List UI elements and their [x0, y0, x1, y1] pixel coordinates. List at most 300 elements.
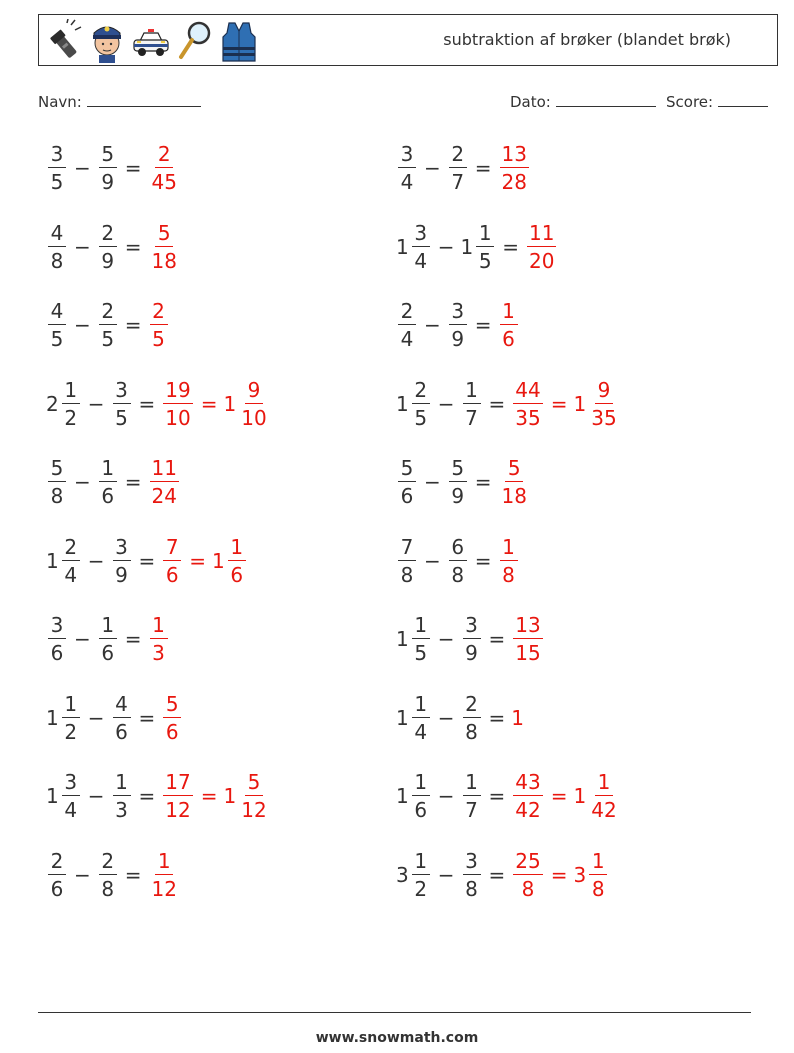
equals-sign: =: [474, 313, 492, 337]
equals-sign: =: [488, 784, 506, 808]
answer-fraction: [163, 377, 192, 430]
subtrahend-denominator: 9: [101, 170, 115, 194]
minuend-whole: 1: [396, 705, 409, 730]
subtrahend-denominator: 9: [451, 327, 465, 351]
subtrahend-numerator: 1: [463, 380, 481, 404]
equals-sign: =: [124, 862, 142, 887]
answer-denominator: 5: [152, 327, 165, 351]
answer-denominator: 3: [152, 641, 165, 665]
answer: [525, 220, 558, 273]
minuend-denominator: 2: [64, 405, 78, 430]
minuend-denominator: 5: [50, 327, 64, 351]
minus-sign: −: [437, 234, 455, 259]
score-label: Score:: [666, 93, 714, 111]
problem-17: [46, 772, 271, 820]
minuend-numerator: 1: [412, 851, 430, 875]
answer-whole: 1: [511, 705, 524, 730]
answer-denominator: 42: [515, 798, 541, 822]
answer-denominator: 8: [502, 562, 515, 587]
answer-fraction: [150, 458, 179, 506]
answer-denominator: 28: [501, 170, 527, 194]
mixed-answer-whole: 1: [223, 784, 237, 808]
minuend-fraction: [412, 615, 430, 663]
subtrahend-denominator: 8: [101, 876, 115, 901]
minuend-numerator: 1: [412, 615, 430, 639]
answer-fraction: [150, 144, 179, 192]
answer-equals-sign: =: [550, 862, 568, 887]
answer-fraction: [500, 458, 529, 506]
answer-numerator: 44: [515, 377, 541, 402]
minus-sign: −: [87, 548, 105, 573]
minuend-fraction: [62, 772, 80, 820]
answer-numerator: 1: [150, 615, 168, 639]
answer-equals-sign: =: [550, 391, 568, 416]
problem-2: [396, 144, 531, 192]
subtrahend-numerator: 3: [113, 380, 131, 404]
subtrahend-numerator: 1: [476, 223, 494, 247]
subtrahend-fraction: [99, 144, 117, 192]
answer: [148, 848, 181, 901]
equals-sign: =: [488, 627, 506, 651]
minuend-fraction: [398, 534, 416, 587]
minus-sign: −: [437, 862, 455, 887]
minuend-fraction: [398, 301, 416, 349]
subtrahend-numerator: 2: [463, 694, 481, 718]
minuend-fraction: [48, 848, 66, 901]
answer-denominator: 12: [165, 798, 191, 822]
mixed-answer-numerator: 9: [245, 380, 263, 404]
subtrahend-fraction: [476, 220, 494, 273]
minuend-denominator: 4: [414, 248, 428, 273]
problem-13: [46, 615, 170, 663]
answer-numerator: 2: [150, 301, 168, 325]
subtrahend-fraction: [99, 220, 117, 273]
equals-sign: =: [488, 862, 506, 887]
answer-fraction: [150, 848, 179, 901]
problem-1: [46, 144, 181, 192]
minuend-fraction: [62, 377, 80, 430]
equals-sign: =: [124, 156, 142, 180]
problem-15: [46, 691, 183, 744]
mixed-answer-whole: 1: [223, 391, 237, 416]
minuend-whole: 1: [46, 705, 59, 730]
answer-numerator: 13: [515, 613, 541, 637]
subtrahend-fraction: [113, 772, 131, 820]
equals-sign: =: [474, 548, 492, 573]
mixed-answer-denominator: 12: [241, 798, 267, 822]
minuend-fraction: [48, 301, 66, 349]
subtrahend-numerator: 1: [113, 772, 131, 796]
minuend-fraction: [412, 848, 430, 901]
answer: [511, 848, 609, 901]
minuend-denominator: 4: [400, 170, 414, 194]
worksheet-title: subtraktion af brøker (blandet brøk): [443, 30, 731, 49]
mixed-answer-numerator: 1: [228, 537, 246, 561]
subtrahend-denominator: 5: [478, 248, 492, 273]
answer-equals-sign: =: [200, 391, 218, 416]
answer-denominator: 10: [165, 405, 191, 430]
minus-sign: −: [437, 627, 455, 651]
minuend-fraction: [62, 691, 80, 744]
answer-fraction: [500, 534, 518, 587]
minuend-numerator: 1: [412, 772, 430, 796]
answer-numerator: 11: [529, 220, 555, 245]
minuend-denominator: 8: [400, 562, 414, 587]
minus-sign: −: [424, 313, 441, 337]
mixed-answer-numerator: 1: [589, 851, 607, 875]
minuend-denominator: 6: [414, 798, 428, 822]
answer: [511, 706, 525, 730]
minuend-numerator: 7: [398, 537, 416, 561]
answer-numerator: 1: [500, 537, 518, 561]
answer: [161, 377, 270, 430]
answer-denominator: 24: [151, 484, 177, 508]
minuend-fraction: [48, 458, 66, 506]
subtrahend-denominator: 6: [101, 641, 115, 665]
minus-sign: −: [74, 156, 91, 180]
subtrahend-fraction: [463, 691, 481, 744]
answer: [148, 301, 170, 349]
minus-sign: −: [437, 784, 455, 808]
subtrahend-numerator: 4: [113, 694, 131, 718]
mixed-answer-whole: 1: [212, 548, 225, 573]
equals-sign: =: [124, 627, 142, 651]
problem-3: [46, 220, 181, 273]
minuend-whole: 2: [46, 391, 59, 416]
answer: [498, 534, 520, 587]
problem-6: [396, 301, 520, 349]
flashlight-icon: [43, 19, 83, 63]
problem-14: [396, 615, 545, 663]
mixed-answer-denominator: 42: [591, 798, 617, 822]
minuend-denominator: 8: [50, 248, 64, 273]
minuend-whole: 1: [46, 548, 59, 573]
minuend-whole: 1: [46, 784, 59, 808]
minuend-fraction: [398, 458, 416, 506]
subtrahend-denominator: 9: [115, 562, 128, 587]
answer-numerator: 25: [515, 848, 541, 873]
minuend-fraction: [48, 220, 66, 273]
subtrahend-denominator: 5: [101, 327, 115, 351]
mixed-answer-fraction: [589, 848, 607, 901]
subtrahend-numerator: 2: [99, 301, 117, 325]
subtrahend-denominator: 7: [465, 405, 478, 430]
score-blank[interactable]: [718, 92, 768, 107]
minus-sign: −: [87, 391, 105, 416]
equals-sign: =: [488, 705, 506, 730]
answer: [161, 534, 248, 587]
answer: [498, 458, 531, 506]
answer-fraction: [150, 220, 179, 273]
subtrahend-fraction: [463, 848, 481, 901]
answer-equals-sign: =: [200, 784, 218, 808]
subtrahend-fraction: [449, 534, 467, 587]
problem-8: [396, 377, 621, 430]
subtrahend-numerator: 6: [449, 537, 467, 561]
answer-numerator: 19: [165, 377, 191, 402]
minus-sign: −: [74, 313, 91, 337]
footer-site: www.snowmath.com: [315, 1030, 479, 1046]
subtrahend-fraction: [99, 301, 117, 349]
subtrahend-numerator: 1: [99, 615, 117, 639]
date-blank[interactable]: [556, 92, 656, 107]
minuend-numerator: 2: [398, 301, 416, 325]
minuend-denominator: 5: [50, 170, 64, 194]
answer: [148, 615, 170, 663]
magnifying-glass-icon: [175, 19, 215, 63]
minuend-numerator: 2: [48, 851, 66, 875]
equals-sign: =: [138, 784, 156, 808]
problem-12: [396, 534, 520, 587]
equals-sign: =: [124, 470, 142, 494]
problem-11: [46, 534, 248, 587]
minuend-numerator: 5: [48, 458, 66, 482]
name-label: Navn:: [38, 93, 82, 111]
date-field: [510, 92, 656, 111]
answer-numerator: 43: [515, 770, 541, 794]
minuend-numerator: 3: [48, 144, 66, 168]
subtrahend-denominator: 3: [115, 798, 128, 822]
minuend-numerator: 4: [48, 301, 66, 325]
problem-4: [396, 220, 558, 273]
subtrahend-fraction: [99, 615, 117, 663]
minuend-denominator: 6: [50, 641, 64, 665]
answer-fraction: [163, 772, 192, 820]
mixed-answer-fraction: [228, 534, 246, 587]
subtrahend-fraction: [463, 615, 481, 663]
answer-fraction: [513, 377, 542, 430]
subtrahend-numerator: 5: [449, 458, 467, 482]
subtrahend-denominator: 9: [451, 484, 465, 508]
minus-sign: −: [437, 705, 455, 730]
answer-denominator: 6: [165, 562, 179, 587]
score-field: [666, 92, 768, 111]
minuend-numerator: 3: [62, 772, 80, 796]
answer-fraction: [513, 772, 542, 820]
subtrahend-denominator: 8: [451, 562, 465, 587]
equals-sign: =: [124, 313, 142, 337]
answer-equals-sign: =: [189, 548, 207, 573]
answer-denominator: 45: [151, 170, 177, 194]
mixed-answer-fraction: [589, 772, 618, 820]
mixed-answer-whole: 1: [573, 784, 587, 808]
subtrahend-fraction: [463, 377, 481, 430]
equals-sign: =: [474, 156, 492, 180]
minuend-denominator: 6: [50, 876, 64, 901]
minuend-numerator: 1: [412, 694, 430, 718]
minuend-whole: 1: [396, 784, 409, 808]
minus-sign: −: [74, 470, 91, 494]
mixed-answer-numerator: 5: [245, 772, 263, 796]
equals-sign: =: [124, 234, 142, 259]
minuend-fraction: [412, 220, 430, 273]
mixed-answer-fraction: [239, 377, 268, 430]
subtrahend-numerator: 2: [99, 223, 117, 247]
name-blank[interactable]: [87, 92, 201, 107]
answer-denominator: 12: [151, 876, 177, 901]
answer-numerator: 2: [155, 144, 173, 168]
answer-denominator: 15: [515, 641, 541, 665]
minuend-numerator: 4: [48, 223, 66, 247]
minuend-whole: 3: [396, 862, 409, 887]
problem-7: [46, 377, 271, 430]
subtrahend-fraction: [449, 301, 467, 349]
subtrahend-fraction: [113, 377, 131, 430]
minus-sign: −: [87, 784, 105, 808]
equals-sign: =: [138, 548, 156, 573]
minuend-whole: 1: [396, 627, 409, 651]
mixed-answer-whole: 1: [573, 391, 587, 416]
answer-denominator: 20: [529, 248, 555, 273]
answer-denominator: 6: [165, 719, 179, 744]
minuend-denominator: 2: [64, 719, 78, 744]
answer-numerator: 5: [505, 458, 523, 482]
minuend-denominator: 2: [414, 876, 428, 901]
mixed-answer-denominator: 35: [591, 405, 617, 430]
minuend-whole: 1: [396, 391, 409, 416]
mixed-answer-denominator: 6: [230, 562, 244, 587]
mixed-answer-numerator: 9: [595, 380, 613, 404]
minuend-fraction: [398, 144, 416, 192]
answer-fraction: [500, 144, 529, 192]
subtrahend-fraction: [449, 144, 467, 192]
problem-9: [46, 458, 181, 506]
answer-equals-sign: =: [550, 784, 568, 808]
answer-fraction: [163, 534, 181, 587]
minuend-numerator: 2: [62, 537, 80, 561]
minuend-denominator: 5: [414, 405, 428, 430]
police-vest-icon: [219, 19, 259, 63]
mixed-answer-denominator: 10: [241, 405, 267, 430]
minus-sign: −: [437, 391, 455, 416]
minus-sign: −: [424, 548, 441, 573]
subtrahend-fraction: [113, 691, 131, 744]
minuend-denominator: 4: [64, 798, 78, 822]
answer-fraction: [150, 615, 168, 663]
problem-20: [396, 848, 609, 901]
minuend-numerator: 2: [412, 380, 430, 404]
answer-numerator: 1: [155, 851, 173, 875]
minus-sign: −: [424, 470, 441, 494]
answer: [511, 377, 620, 430]
answer-numerator: 7: [163, 537, 181, 561]
minus-sign: −: [424, 156, 441, 180]
subtrahend-denominator: 9: [465, 641, 478, 665]
subtrahend-fraction: [99, 848, 117, 901]
minus-sign: −: [74, 627, 91, 651]
equals-sign: =: [138, 705, 156, 730]
minus-sign: −: [74, 234, 91, 259]
minuend-numerator: 3: [48, 615, 66, 639]
answer-denominator: 18: [501, 484, 527, 508]
worksheet-header: [38, 14, 778, 66]
answer-denominator: 8: [521, 876, 535, 901]
subtrahend-whole: 1: [460, 234, 474, 259]
minuend-fraction: [412, 691, 430, 744]
answer-denominator: 6: [502, 327, 515, 351]
subtrahend-numerator: 5: [99, 144, 117, 168]
mixed-answer-fraction: [239, 772, 268, 820]
equals-sign: =: [474, 470, 492, 494]
subtrahend-fraction: [113, 534, 131, 587]
equals-sign: =: [138, 391, 156, 416]
answer: [148, 220, 181, 273]
answer-fraction: [163, 691, 181, 744]
minuend-denominator: 4: [400, 327, 414, 351]
answer-fraction: [513, 615, 542, 663]
answer-fraction: [527, 220, 556, 273]
subtrahend-denominator: 8: [465, 876, 478, 901]
mixed-answer-whole: 3: [573, 862, 587, 887]
equals-sign: =: [488, 391, 506, 416]
minuend-fraction: [48, 615, 66, 663]
subtrahend-fraction: [449, 458, 467, 506]
subtrahend-numerator: 2: [449, 144, 467, 168]
minuend-numerator: 1: [62, 694, 80, 718]
mixed-answer-fraction: [589, 377, 618, 430]
subtrahend-numerator: 2: [99, 851, 117, 875]
minuend-denominator: 6: [400, 484, 414, 508]
answer: [148, 458, 181, 506]
subtrahend-numerator: 3: [113, 537, 131, 561]
header-icons: [43, 19, 259, 63]
police-car-icon: [131, 19, 171, 63]
name-field: [38, 92, 201, 111]
minuend-numerator: 1: [62, 380, 80, 404]
minuend-fraction: [62, 534, 80, 587]
problem-16: [396, 691, 525, 744]
subtrahend-denominator: 9: [101, 248, 115, 273]
answer: [498, 144, 531, 192]
answer-numerator: 5: [163, 694, 181, 718]
minuend-fraction: [412, 772, 430, 820]
answer-fraction: [150, 301, 168, 349]
answer-fraction: [500, 301, 518, 349]
subtrahend-denominator: 6: [101, 484, 115, 508]
answer: [511, 615, 544, 663]
footer-divider: [38, 1012, 751, 1013]
minuend-fraction: [48, 144, 66, 192]
minuend-numerator: 3: [412, 223, 430, 247]
answer-fraction: [513, 848, 542, 901]
date-label: Dato:: [510, 93, 551, 111]
answer-numerator: 1: [500, 301, 518, 325]
subtrahend-numerator: 3: [449, 301, 467, 325]
minuend-denominator: 8: [50, 484, 64, 508]
minuend-denominator: 4: [64, 562, 78, 587]
answer: [498, 301, 520, 349]
minuend-numerator: 3: [398, 144, 416, 168]
answer-numerator: 5: [155, 223, 173, 247]
answer: [161, 691, 183, 744]
minuend-denominator: 4: [414, 719, 428, 744]
answer: [511, 772, 620, 820]
minuend-denominator: 5: [414, 641, 428, 665]
subtrahend-denominator: 6: [115, 719, 128, 744]
problem-10: [396, 458, 531, 506]
minuend-fraction: [412, 377, 430, 430]
problem-19: [46, 848, 181, 901]
minuend-whole: 1: [396, 234, 409, 259]
minus-sign: −: [87, 705, 105, 730]
subtrahend-denominator: 5: [115, 405, 128, 430]
police-officer-icon: [87, 19, 127, 63]
subtrahend-denominator: 7: [465, 798, 478, 822]
answer-denominator: 18: [151, 248, 177, 273]
answer-numerator: 11: [151, 456, 177, 480]
problem-5: [46, 301, 170, 349]
equals-sign: =: [502, 234, 519, 259]
